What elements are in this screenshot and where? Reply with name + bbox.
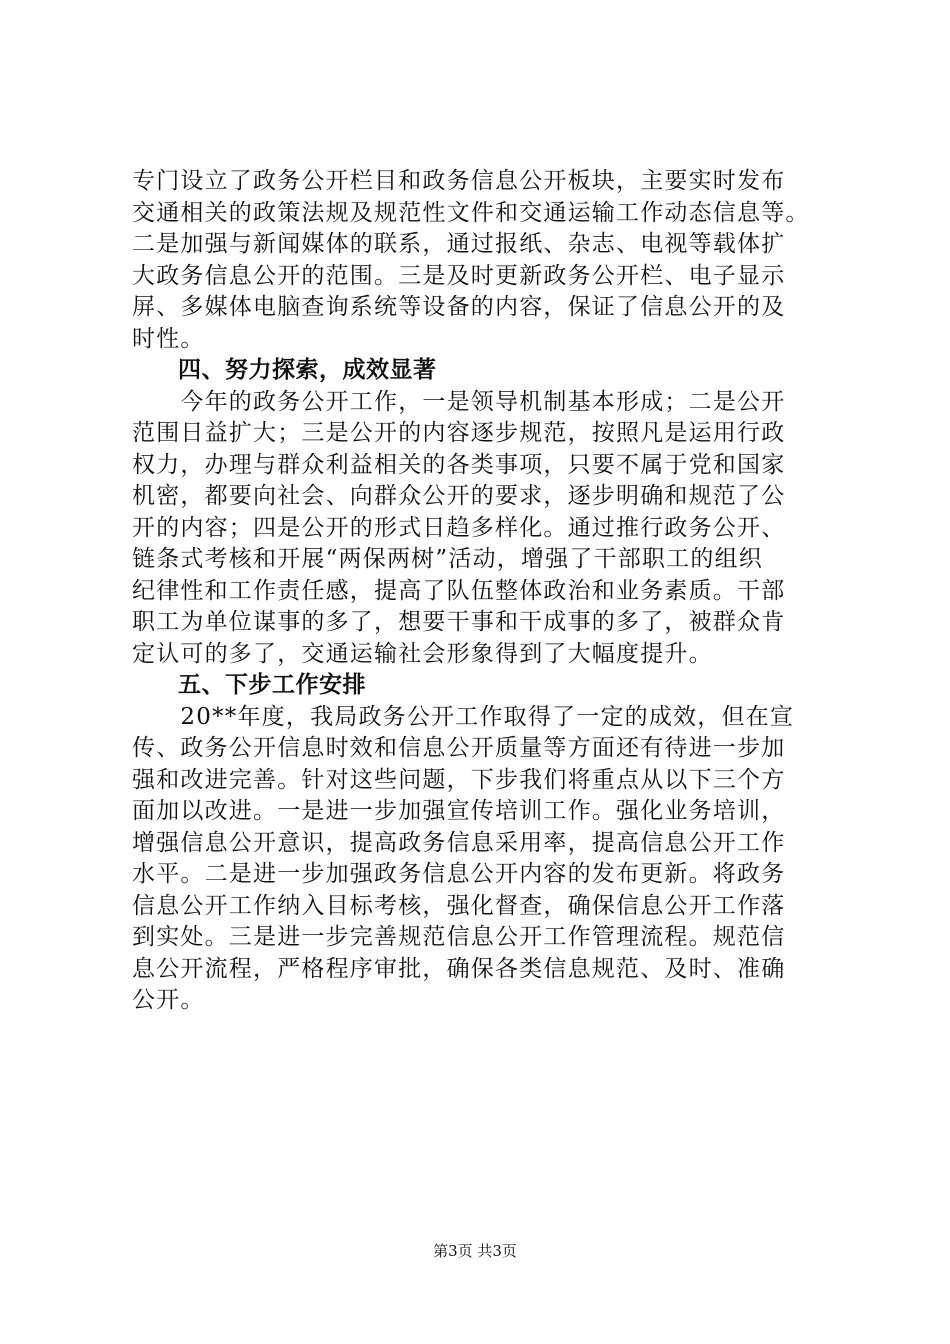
text-line: 水平。二是进一步加强政务信息公开内容的发布更新。将政务 (132, 861, 786, 887)
text-line: 公开。 (132, 987, 205, 1013)
text-line: 二是加强与新闻媒体的联系，通过报纸、杂志、电视等载体扩 (132, 231, 786, 257)
section-heading: 五、下步工作安排 (178, 672, 366, 698)
page-footer: 第3页 共3页 (433, 1242, 517, 1260)
text-line: 息公开流程，严格程序审批，确保各类信息规范、及时、准确 (132, 955, 786, 982)
text-line: 职工为单位谋事的多了，想要干事和干成事的多了，被群众肯 (132, 609, 786, 635)
text-line: 大政务信息公开的范围。三是及时更新政务公开栏、电子显示 (132, 262, 786, 289)
text-line: 定认可的多了，交通运输社会形象得到了大幅度提升。 (132, 640, 713, 667)
text-line: 到实处。三是进一步完善规范信息公开工作管理流程。规范信 (132, 924, 786, 950)
text-line: 机密，都要向社会、向群众公开的要求，逐步明确和规范了公 (132, 483, 786, 509)
text-line: 链条式考核和开展“两保两树”活动，增强了干部职工的组织 (132, 546, 763, 572)
text-line: 屏、多媒体电脑查询系统等设备的内容，保证了信息公开的及 (132, 294, 786, 320)
section-heading: 四、努力探索，成效显著 (178, 357, 437, 383)
text-line: 时性。 (132, 325, 205, 352)
document-body (132, 166, 832, 1017)
text-line: 开的内容；四是公开的形式日趋多样化。通过推行政务公开、 (132, 514, 786, 541)
text-line: 今年的政务公开工作，一是领导机制基本形成；二是公开 (132, 388, 786, 415)
text-line: 强和改进完善。针对这些问题，下步我们将重点从以下三个方 (132, 766, 786, 793)
text-line: 20**年度，我局政务公开工作取得了一定的成效，但在宣 (132, 703, 795, 730)
text-line: 权力，办理与群众利益相关的各类事项，只要不属于党和国家 (132, 451, 786, 478)
text-line: 专门设立了政务公开栏目和政务信息公开板块，主要实时发布 (132, 168, 786, 194)
text-line: 纪律性和工作责任感，提高了队伍整体政治和业务素质。干部 (132, 577, 786, 604)
text-line: 增强信息公开意识，提高政务信息采用率，提高信息公开工作 (132, 829, 786, 856)
text-line: 面加以改进。一是进一步加强宣传培训工作。强化业务培训， (132, 798, 786, 824)
text-line: 传、政务公开信息时效和信息公开质量等方面还有待进一步加 (132, 735, 786, 761)
text-line: 交通相关的政策法规及规范性文件和交通运输工作动态信息等。 (132, 199, 810, 226)
text-line: 范围日益扩大；三是公开的内容逐步规范，按照凡是运用行政 (132, 420, 786, 446)
text-line: 信息公开工作纳入目标考核，强化督查，确保信息公开工作落 (132, 892, 786, 919)
